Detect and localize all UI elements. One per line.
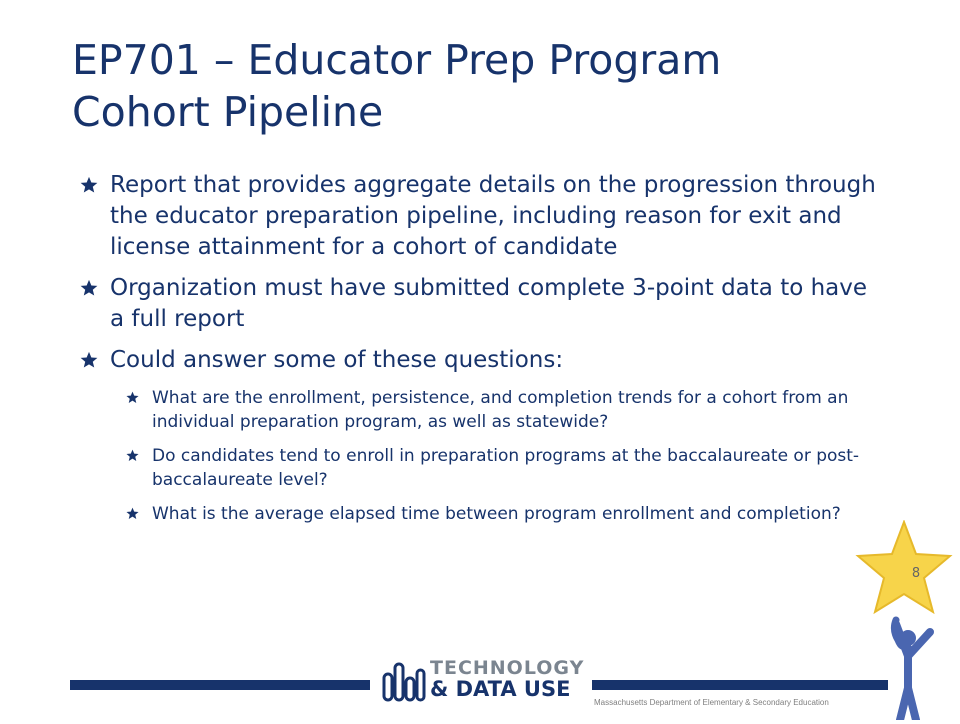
bullet-text: Report that provides aggregate details on the progression through the educator preparation pipeline, including reason for exit and license attainment for a cohort of candidate [110, 172, 876, 260]
star-bullet-icon [80, 279, 98, 297]
sub-bullet-item [110, 386, 880, 434]
bullet-item [80, 345, 880, 526]
logo-text [430, 658, 584, 700]
footer-divider-right [592, 680, 888, 690]
star-bullet-icon [80, 351, 98, 369]
sub-bullet-item [110, 444, 880, 492]
bullet-text: Could answer some of these questions: [110, 347, 564, 373]
bullet-list [80, 170, 880, 536]
sub-bullet-item [110, 502, 880, 526]
logo-line-2: & DATA USE [430, 677, 571, 701]
sub-bullet-text: What are the enrollment, persistence, and completion trends for a cohort from an individual preparation program, as well as statewide? [152, 388, 849, 432]
person-holding-star-icon [852, 520, 960, 720]
sub-bullet-text: What is the average elapsed time between program enrollment and completion? [152, 504, 841, 524]
bullet-text: Organization must have submitted complete 3-point data to have a full report [110, 275, 868, 332]
organization-name: Massachusetts Department of Elementary & Secondary Education [594, 698, 829, 707]
technology-data-use-logo [382, 656, 585, 704]
star-bullet-icon [80, 176, 98, 194]
title-line-2: Cohort Pipeline [72, 88, 384, 136]
bar-chart-logo-icon [382, 656, 426, 702]
bullet-item [80, 273, 880, 335]
logo-line-1: TECHNOLOGY [430, 657, 585, 679]
slide-title [72, 34, 832, 138]
star-bullet-icon [126, 507, 139, 520]
star-bullet-icon [126, 391, 139, 404]
sub-bullet-list [110, 386, 880, 526]
page-number: 8 [911, 566, 921, 581]
title-line-1: EP701 – Educator Prep Program [72, 36, 722, 84]
footer-divider-left [70, 680, 370, 690]
sub-bullet-text: Do candidates tend to enroll in preparation programs at the baccalaureate or post-baccalaureate level? [152, 446, 860, 490]
star-bullet-icon [126, 449, 139, 462]
bullet-item [80, 170, 880, 263]
